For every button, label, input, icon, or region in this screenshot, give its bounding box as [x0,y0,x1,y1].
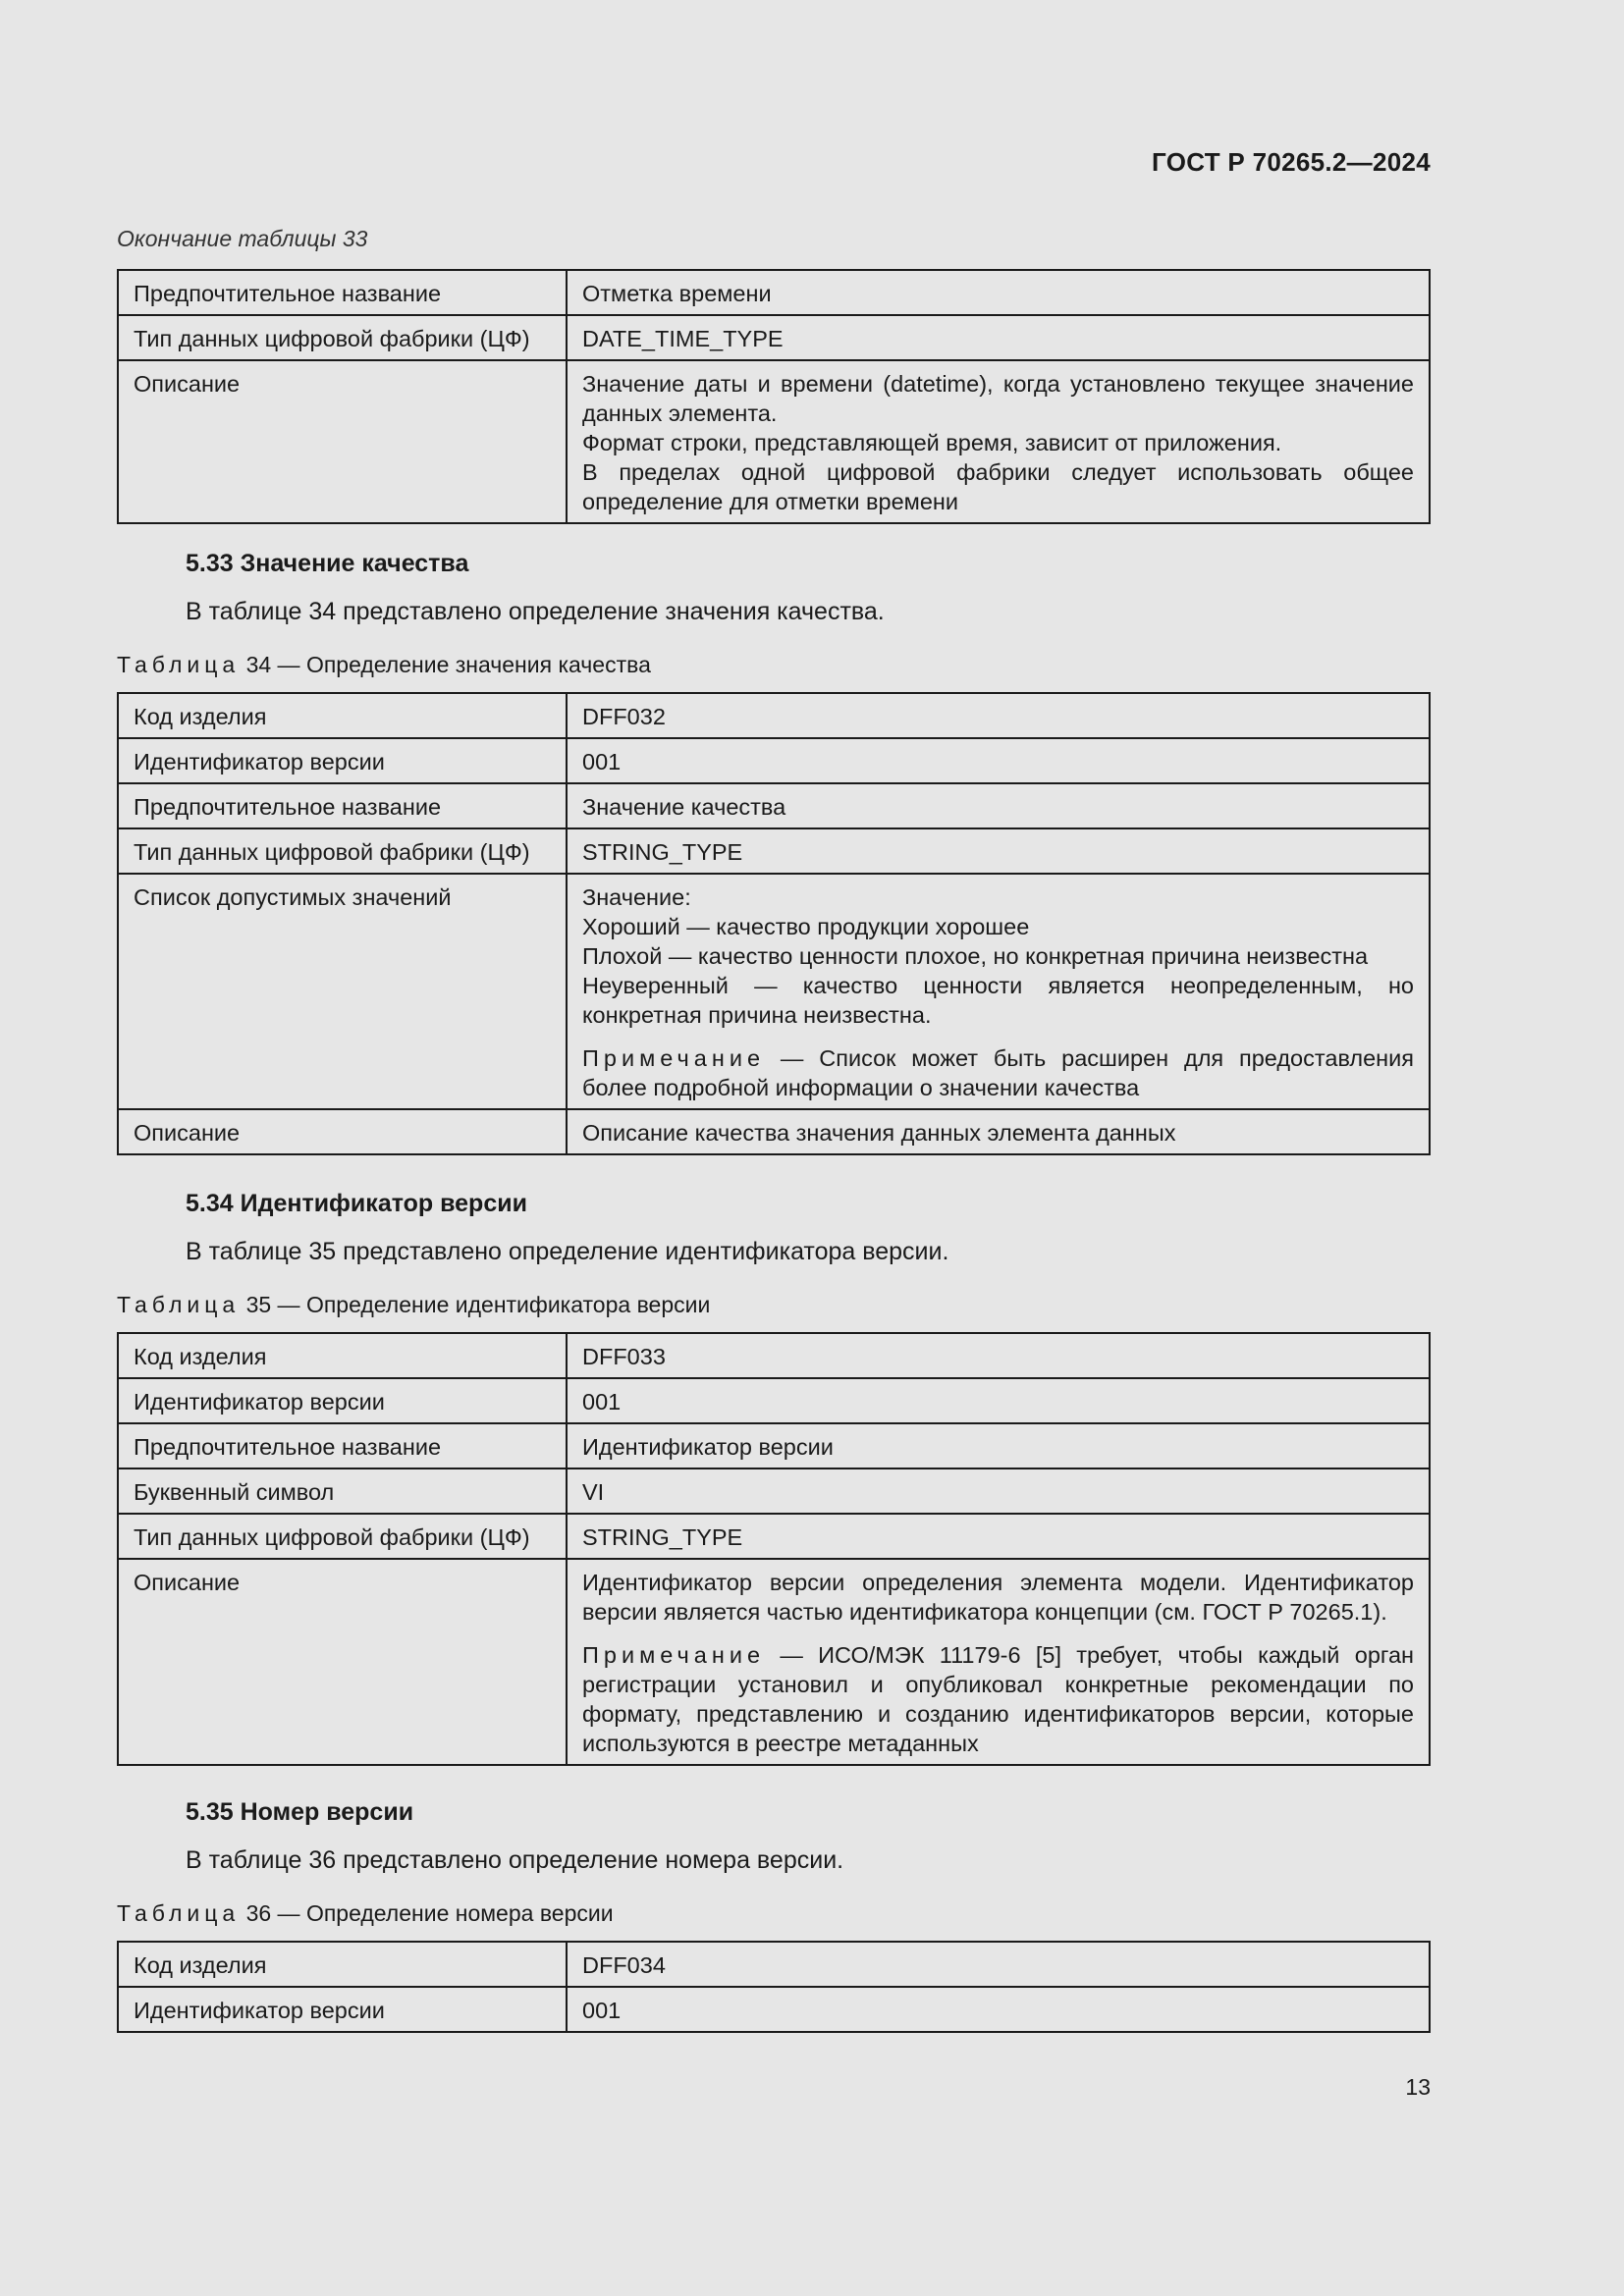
description-text: Идентификатор версии определения элемента модели. Идентификатор версии является частью идентификатора концепции (см. ГОСТ Р 70265.1). [582,1570,1414,1625]
caption-title: 36 — Определение номера версии [240,1900,614,1926]
row-key: Идентификатор версии [118,738,567,783]
row-value: Описание качества значения данных элемента данных [567,1109,1430,1154]
row-value: VI [567,1468,1430,1514]
continuation-caption: Окончание таблицы 33 [117,226,368,251]
description-line: В пределах одной цифровой фабрики следует использовать общее определение для отметки времени [582,459,1414,514]
description-line: Формат строки, представляющей время, зависит от приложения. [582,430,1282,455]
row-key: Предпочтительное название [118,783,567,828]
section-heading-5-34: 5.34 Идентификатор версии [186,1190,527,1217]
row-key: Список допустимых значений [118,874,567,1109]
row-value [567,874,1430,1109]
caption-title: 34 — Определение значения качества [240,652,651,677]
allowed-value-line: Плохой — качество ценности плохое, но конкретная причина неизвестна [582,943,1369,969]
allowed-value-line: Хороший — качество продукции хорошее [582,914,1030,939]
page-number: 13 [1405,2074,1431,2100]
table-row [118,270,1430,315]
row-key: Идентификатор версии [118,1987,567,2032]
row-value: 001 [567,1378,1430,1423]
row-value [567,360,1430,523]
caption-title: 35 — Определение идентификатора версии [240,1292,711,1317]
note-text: — ИСО/МЭК 11179-6 [5] требует, чтобы каждый орган регистрации установил и опубликовал конкретные рекомендации по формату, представлению и созданию идентификаторов версии, которые используются в реестре метаданных [582,1642,1414,1756]
caption-table-word: Таблица [117,1292,241,1317]
table-row [118,693,1430,738]
caption-table-word: Таблица [117,1900,241,1926]
table-row [118,1423,1430,1468]
row-key: Буквенный символ [118,1468,567,1514]
table-row [118,828,1430,874]
row-key: Тип данных цифровой фабрики (ЦФ) [118,315,567,360]
note-word: Примечание [582,1045,766,1071]
section-text-5-33: В таблице 34 представлено определение значения качества. [186,598,885,625]
row-key: Предпочтительное название [118,270,567,315]
table-row [118,874,1430,1109]
table-row [118,1514,1430,1559]
section-text-5-34: В таблице 35 представлено определение идентификатора версии. [186,1238,949,1265]
table-row [118,1987,1430,2032]
row-value: Идентификатор версии [567,1423,1430,1468]
row-key: Тип данных цифровой фабрики (ЦФ) [118,1514,567,1559]
table-row [118,360,1430,523]
table-35 [117,1332,1431,1766]
table-row [118,1468,1430,1514]
allowed-value-line: Неуверенный — качество ценности является неопределенным, но конкретная причина неизвестна. [582,973,1414,1028]
row-value: 001 [567,1987,1430,2032]
row-key: Тип данных цифровой фабрики (ЦФ) [118,828,567,874]
row-key: Описание [118,360,567,523]
section-heading-5-33: 5.33 Значение качества [186,550,469,577]
table-row [118,1559,1430,1765]
row-key: Код изделия [118,693,567,738]
row-key: Код изделия [118,1942,567,1987]
table-36-caption [117,1900,614,1927]
row-value: 001 [567,738,1430,783]
row-key: Описание [118,1109,567,1154]
table-row [118,783,1430,828]
row-value [567,1559,1430,1765]
row-key: Предпочтительное название [118,1423,567,1468]
row-key: Код изделия [118,1333,567,1378]
table-row [118,1333,1430,1378]
row-value: STRING_TYPE [567,828,1430,874]
note [582,1640,1414,1758]
row-value: STRING_TYPE [567,1514,1430,1559]
allowed-value-line: Значение: [582,884,691,910]
description-line: Значение даты и времени (datetime), когда установлено текущее значение данных элемента. [582,371,1414,426]
table-33-end [117,269,1431,524]
row-value: DFF034 [567,1942,1430,1987]
section-heading-5-35: 5.35 Номер версии [186,1798,414,1826]
table-row [118,1378,1430,1423]
row-value: Отметка времени [567,270,1430,315]
row-key: Описание [118,1559,567,1765]
table-row [118,1942,1430,1987]
note [582,1043,1414,1102]
table-row [118,1109,1430,1154]
table-35-caption [117,1292,710,1318]
row-value: DATE_TIME_TYPE [567,315,1430,360]
section-text-5-35: В таблице 36 представлено определение номера версии. [186,1846,844,1874]
table-34 [117,692,1431,1155]
row-key: Идентификатор версии [118,1378,567,1423]
standard-id: ГОСТ Р 70265.2—2024 [1152,147,1431,177]
note-text: — Список может быть расширен для предоставления более подробной информации о значении качества [582,1045,1414,1100]
table-row [118,315,1430,360]
row-value: DFF033 [567,1333,1430,1378]
table-34-caption [117,652,651,678]
row-value: DFF032 [567,693,1430,738]
caption-table-word: Таблица [117,652,241,677]
table-row [118,738,1430,783]
row-value: Значение качества [567,783,1430,828]
table-36 [117,1941,1431,2033]
note-word: Примечание [582,1642,766,1668]
